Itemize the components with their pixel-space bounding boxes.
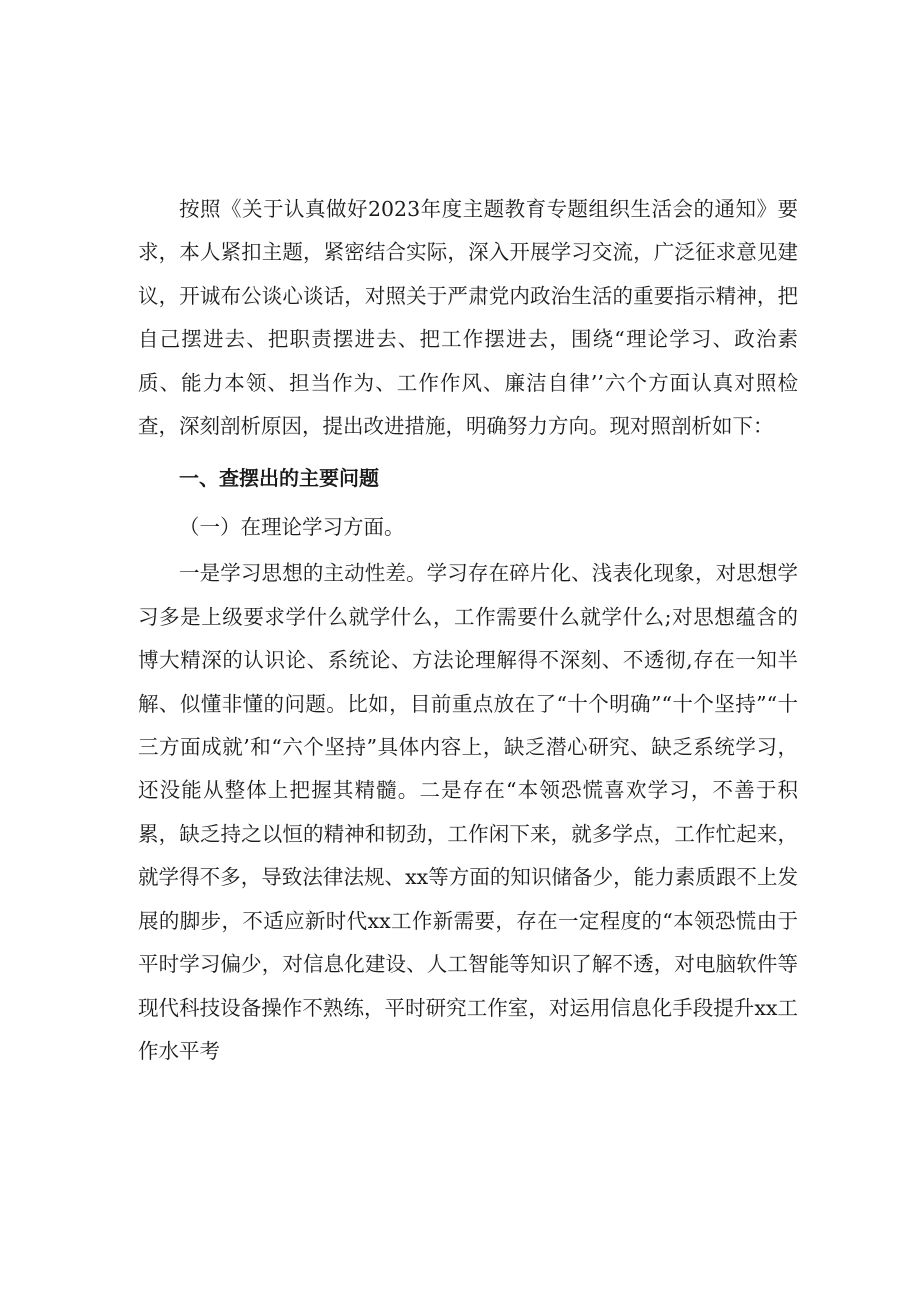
document-body bbox=[138, 188, 798, 1073]
body-paragraph: 一是学习思想的主动性差。学习存在碎片化、浅表化现象，对思想学习多是上级要求学什么就学什么，工作需要什么就学什么;对思想蕴含的博大精深的认识论、系统论、方法论理解得不深刻、不透彻,存在一知半解、似懂非懂的问题。比如，目前重点放在了“十个明确”“十个坚持”“十三方面成就’和“六个坚持”具体内容上，缺乏潜心研究、缺乏系统学习，还没能从整体上把握其精髓。二是存在“本领恐慌喜欢学习，不善于积累，缺乏持之以恒的精神和韧劲，工作闲下来，就多学点，工作忙起来，就学得不多，导致法律法规、xx等方面的知识储备少，能力素质跟不上发展的脚步，不适应新时代xx工作新需要，存在一定程度的“本领恐慌由于平时学习偏少，对信息化建设、人工智能等知识了解不透，对电脑软件等现代科技设备操作不熟练，平时研究工作室，对运用信息化手段提升xx工作水平考 bbox=[138, 561, 798, 1063]
intro-paragraph: 按照《关于认真做好2023年度主题教育专题组织生活会的通知》要求，本人紧扣主题，紧密结合实际，深入开展学习交流，广泛征求意见建议，开诚布公谈心谈话，对照关于严肃党内政治生活的重要指示精神，把自己摆进去、把职责摆进去、把工作摆进去，围绕“理论学习、政治素质、能力本领、担当作为、工作作风、廉洁自律’’六个方面认真对照检查，深刻剖析原因，提出改进措施，明确努力方向。现对照剖析如下： bbox=[138, 197, 798, 439]
section-heading: 一、查摆出的主要问题 bbox=[179, 466, 379, 491]
subsection-heading: （一）在理论学习方面。 bbox=[179, 515, 405, 540]
